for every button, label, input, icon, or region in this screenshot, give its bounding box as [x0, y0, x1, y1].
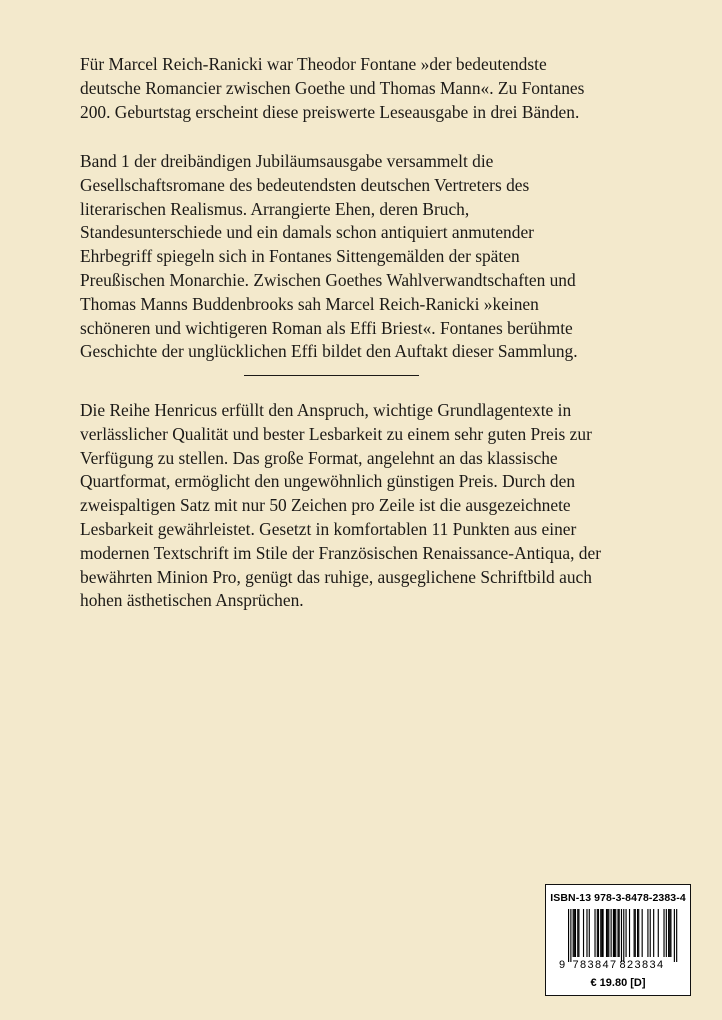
barcode-bar [606, 909, 607, 957]
blurb-line: Thomas Manns Buddenbrooks sah Marcel Reich-Ranicki »keinen [80, 293, 539, 314]
barcode-left-digits: 783847 [572, 959, 618, 971]
barcode-bar [573, 909, 574, 957]
barcode-bar [583, 909, 584, 957]
barcode-bar [668, 909, 669, 957]
barcode-bar [603, 909, 604, 957]
barcode-bar [653, 909, 654, 957]
barcode-bar [613, 909, 614, 957]
section-divider [244, 375, 419, 376]
barcode-bar [670, 909, 671, 957]
barcode-bar [594, 909, 595, 957]
barcode-bar [615, 909, 616, 957]
barcode-bar [637, 909, 638, 957]
isbn-label: ISBN-13 978-3-8478-2383-4 [550, 892, 686, 904]
blurb-line: Geschichte der unglücklichen Effi bildet den Auftakt dieser Sammlung. [80, 341, 578, 362]
blurb-paragraph-1 [80, 53, 660, 124]
barcode-bar [623, 909, 624, 962]
barcode-bar [663, 909, 664, 957]
barcode-bar [621, 909, 622, 962]
barcode-right-digits: 823834 [619, 959, 665, 971]
barcode-bar [626, 909, 627, 957]
series-note-line: Die Reihe Henricus erfüllt den Anspruch, wichtige Grundlagentexte in [80, 400, 572, 420]
barcode-bar [577, 909, 578, 957]
series-note-line: bewährten Minion Pro, genügt das ruhige, ausgeglichene Schriftbild auch [80, 566, 592, 587]
barcode-bar [589, 909, 590, 957]
blurb-line: Ehrbegriff spiegeln sich in Fontanes Sittengemälden der späten [80, 246, 520, 267]
barcode-bar [629, 909, 630, 957]
barcode-bar [568, 909, 569, 962]
series-note-line: hohen ästhetischen Ansprüchen. [80, 590, 304, 611]
series-note-line: Quartformat, ermöglicht den ungewöhnlich günstigen Preis. Durch den [80, 471, 576, 492]
barcode-bar [676, 909, 677, 962]
barcode-bar [634, 909, 635, 957]
blurb-line: 200. Geburtstag erscheint diese preiswerte Leseausgabe in drei Bänden. [80, 101, 580, 122]
price-label: € 19.80 [D] [590, 977, 646, 989]
barcode-bar [570, 909, 571, 962]
blurb-line: Band 1 der dreibändigen Jubiläumsausgabe versammelt die [80, 151, 494, 171]
blurb-line: deutsche Romancier zwischen Goethe und Thomas Mann«. Zu Fontanes [80, 77, 585, 98]
barcode-bar [598, 909, 599, 957]
barcode-bar [601, 909, 602, 957]
blurb-paragraph-2 [80, 150, 660, 364]
barcode-bar [608, 909, 609, 957]
barcode-first-digit: 9 [558, 959, 566, 971]
barcode-bar [611, 909, 612, 957]
barcode-bar [647, 909, 648, 957]
barcode-bar [574, 909, 575, 957]
barcode-bar [674, 909, 675, 962]
barcode-bar [666, 909, 667, 957]
blurb-line: Preußischen Monarchie. Zwischen Goethes Wahlverwandtschaften und [80, 269, 576, 290]
barcode-bar [638, 909, 639, 957]
series-note-line: modernen Textschrift im Stile der Französischen Renaissance-Antiqua, der [80, 542, 601, 563]
barcode-bar [635, 909, 636, 957]
barcode-bars [568, 909, 677, 962]
barcode-bar [658, 909, 659, 957]
blurb-line: Gesellschaftsromane des bedeutendsten deutschen Vertreters des [80, 174, 530, 195]
blurb-line: Für Marcel Reich-Ranicki war Theodor Fontane »der bedeutendste [80, 54, 547, 74]
blurb-line: literarischen Realismus. Arrangierte Ehen, deren Bruch, [80, 198, 470, 219]
barcode-bar [597, 909, 598, 957]
series-note-line: Verfügung zu stellen. Das große Format, angelehnt an das klassische [80, 447, 558, 468]
blurb-line: Standesunterschiede und ein damals schon antiquiert anmutender [80, 222, 534, 243]
barcode-graphic [558, 909, 680, 971]
barcode-bar [600, 909, 601, 957]
barcode-bar [614, 909, 615, 957]
isbn-barcode-box [545, 884, 691, 996]
barcode-bar [619, 909, 620, 957]
series-note-paragraph [80, 399, 660, 613]
barcode-bar [575, 909, 576, 957]
barcode-bar [642, 909, 643, 957]
barcode-bar [617, 909, 618, 957]
blurb-line: schöneren und wichtigeren Roman als Effi Briest«. Fontanes berühmte [80, 317, 573, 338]
barcode-bar [650, 909, 651, 957]
barcode-bar [578, 909, 579, 957]
series-note-line: Lesbarkeit gewährleistet. Gesetzt in komfortablen 11 Punkten aus einer [80, 518, 577, 539]
barcode-bar [586, 909, 587, 957]
series-note-line: verlässlicher Qualität und bester Lesbarkeit zu einem sehr guten Preis zur [80, 423, 592, 444]
barcode-bar [607, 909, 608, 957]
barcode-bar [669, 909, 670, 957]
series-note-line: zweispaltigen Satz mit nur 50 Zeichen pro Zeile ist die ausgezeichnete [80, 495, 571, 516]
